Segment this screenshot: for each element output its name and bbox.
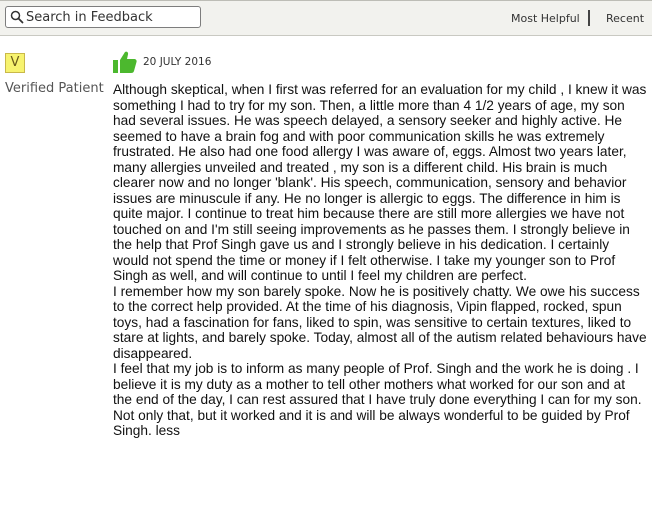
search-input[interactable] [26,8,196,26]
search-box[interactable] [5,6,201,28]
sort-most-helpful-link[interactable]: Most Helpful [511,12,580,25]
review-date: 20 JULY 2016 [143,56,212,68]
review-author: Verified Patient [5,81,104,96]
search-icon [10,10,24,24]
review-paragraph [113,361,647,439]
thumbs-up-icon [113,51,137,73]
review-paragraph-text: I feel that my job is to inform as many people of Prof. Singh and the work he is doing . I believe it is my duty as a mother to tell other mothers what worked for our son and at the end of the day, I can rest assured that I have truly done everything I can for my son. Not only that, but it worked and it is and will be always wonderful to be guided by Prof Singh. [113,361,642,438]
avatar: V [5,53,25,73]
review-paragraph: Although skeptical, when I first was referred for an evaluation for my child , I knew it was something I had to try for my son. Then, a little more than 4 1/2 years of age, my son had several issues. He was speech delayed, a sensory seeker and highly active. He seemed to have a brain fog and with poor communication skills he was extremely frustrated. He also had one food allergy I was aware of, eggs. Almost two years later, many allergies unveiled and treated , my son is a different child. His brain is much clearer now and no longer 'blank'. His speech, communication, sensory and behavior issues are minuscule if any. He no longer is allergic to eggs. The difference in him is quite major. I continue to treat him because there are still more allergies we have not touched on and I'm still seeing improvements as he passes them. I strongly believe in the help that Prof Singh gave us and I strongly believe in his dedication. I certainly would not spend the time or money if I felt otherwise. I take my younger son to Prof Singh as well, and will continue to until I feel my children are perfect. [113,82,647,283]
review-paragraph: I remember how my son barely spoke. Now he is positively chatty. We owe his success to the correct help provided. At the time of his diagnosis, Vipin flapped, rocked, spun toys, had a fascination for fans, liked to spin, was sensitive to certain textures, liked to stare at lights, and barely spoke. Today, almost all of the autism related behaviours have disappeared. [113,283,647,361]
sort-separator [588,10,590,26]
feedback-toolbar [0,0,652,36]
sort-recent-link[interactable]: Recent [606,12,645,25]
less-link[interactable]: less [155,423,180,438]
review-text [113,82,647,439]
